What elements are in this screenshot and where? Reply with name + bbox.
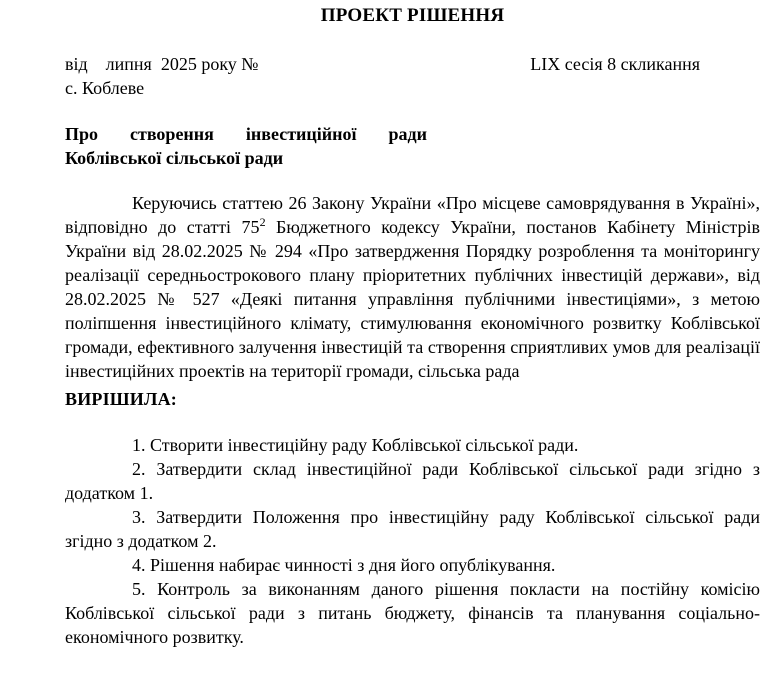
session-info-line: LIX сесія 8 скликання	[530, 54, 700, 74]
place-line: с. Коблеве	[65, 78, 145, 98]
document-header-row	[65, 52, 760, 76]
resolution-item-4: 4. Рішення набирає чинності з дня його опублікування.	[132, 555, 556, 575]
resolution-item-1: 1. Створити інвестиційну раду Коблівської сільської ради.	[132, 435, 579, 455]
resolution-item-5: 5. Контроль за виконанням даного рішення покласти на постійну комісію Коблівської сільської ради з питань бюджету, фінансів та планування соціально-економічного розвитку.	[65, 579, 760, 647]
preamble-paragraph	[65, 191, 760, 383]
preamble-text-part2: Бюджетного кодексу України, постанов Кабінету Міністрів України від 28.02.2025 № 294 «Про затвердження Порядку розроблення та моніторингу реалізації середньострокового плану пріоритетних публічних інвестицій держави», від 28.02.2025 № 527 «Деякі питання управління публічними інвестиціями», з метою поліпшення інвестиційного клімату, стимулювання економічного розвитку Коблівської громади, ефективного залучення інвестицій та створення сприятливих умов для реалізації інвестиційних проектів на території громади, сільська рада	[65, 217, 761, 381]
resolution-items	[65, 433, 760, 649]
date-number-line: від липня 2025 року №	[65, 54, 259, 74]
resolution-item-3: 3. Затвердити Положення про інвестиційну раду Коблівської сільської ради згідно з додатком 2.	[65, 507, 760, 551]
subject-heading-line1: Про створення інвестиційної ради	[65, 124, 427, 144]
subject-heading	[65, 122, 760, 170]
subject-heading-line2: Коблівської сільської ради	[65, 148, 284, 168]
resolution-item-2: 2. Затвердити склад інвестиційної ради Коблівської сільської ради згідно з додатком 1.	[65, 459, 760, 503]
document-title: ПРОЕКТ РІШЕННЯ	[320, 5, 505, 26]
article-superscript: 2	[259, 215, 266, 229]
resolved-label: ВИРІШИЛА:	[65, 389, 177, 409]
preamble-text-part1: Керуючись статтею 26 Закону України «Про місцеве самоврядування в Україні», відповідно до статті 75	[65, 193, 760, 237]
